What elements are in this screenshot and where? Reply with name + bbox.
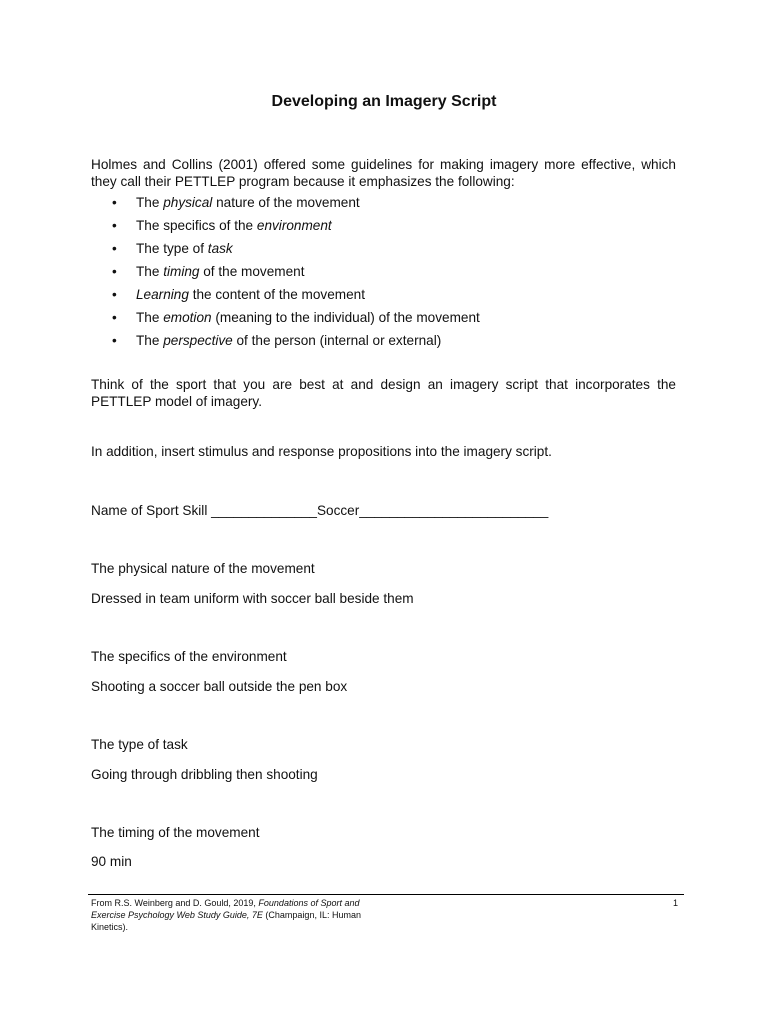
section-heading: The specifics of the environment bbox=[91, 649, 287, 664]
pettlep-list bbox=[91, 193, 480, 354]
footer-divider bbox=[88, 894, 684, 895]
list-item: • The emotion (meaning to the individual) of the movement bbox=[91, 308, 480, 331]
bullet-icon: • bbox=[112, 264, 117, 279]
list-item: • Learning the content of the movement bbox=[91, 285, 480, 308]
list-item: • The perspective of the person (internal or external) bbox=[91, 331, 480, 354]
section-heading: The physical nature of the movement bbox=[91, 561, 315, 576]
addition-text: In addition, insert stimulus and response propositions into the imagery script. bbox=[91, 444, 552, 459]
bullet-icon: • bbox=[112, 195, 117, 210]
instruction-line-1: Think of the sport that you are best at and design an imagery script that incorporates the bbox=[91, 377, 676, 392]
section-answer: Shooting a soccer ball outside the pen box bbox=[91, 679, 348, 694]
section-heading: The type of task bbox=[91, 737, 188, 752]
intro-line-1: Holmes and Collins (2001) offered some guidelines for making imagery more effective, which bbox=[91, 157, 676, 172]
bullet-icon: • bbox=[112, 287, 117, 302]
bullet-icon: • bbox=[112, 310, 117, 325]
section-answer: 90 min bbox=[91, 854, 132, 869]
footer-citation: From R.S. Weinberg and D. Gould, 2019, Foundations of Sport and Exercise Psychology Web Study Guide, 7E (Champaign, IL: Human Kinetics). bbox=[91, 898, 361, 932]
list-item: • The physical nature of the movement bbox=[91, 193, 480, 216]
instruction-paragraph bbox=[91, 376, 676, 410]
section-heading: The timing of the movement bbox=[91, 825, 260, 840]
list-item: • The specifics of the environment bbox=[91, 216, 480, 239]
sport-skill-field: Name of Sport Skill ______________Soccer_________________________ bbox=[91, 503, 549, 518]
bullet-icon: • bbox=[112, 241, 117, 256]
section-answer: Going through dribbling then shooting bbox=[91, 767, 318, 782]
intro-line-2: they call their PETTLEP program because it emphasizes the following: bbox=[91, 174, 515, 189]
bullet-icon: • bbox=[112, 218, 117, 233]
bullet-icon: • bbox=[112, 333, 117, 348]
list-item: • The type of task bbox=[91, 239, 480, 262]
page-number: 1 bbox=[672, 898, 678, 908]
intro-paragraph bbox=[91, 156, 676, 190]
list-item: • The timing of the movement bbox=[91, 262, 480, 285]
instruction-line-2: PETTLEP model of imagery. bbox=[91, 394, 262, 409]
page-title: Developing an Imagery Script bbox=[271, 93, 497, 110]
section-answer: Dressed in team uniform with soccer ball beside them bbox=[91, 591, 414, 606]
